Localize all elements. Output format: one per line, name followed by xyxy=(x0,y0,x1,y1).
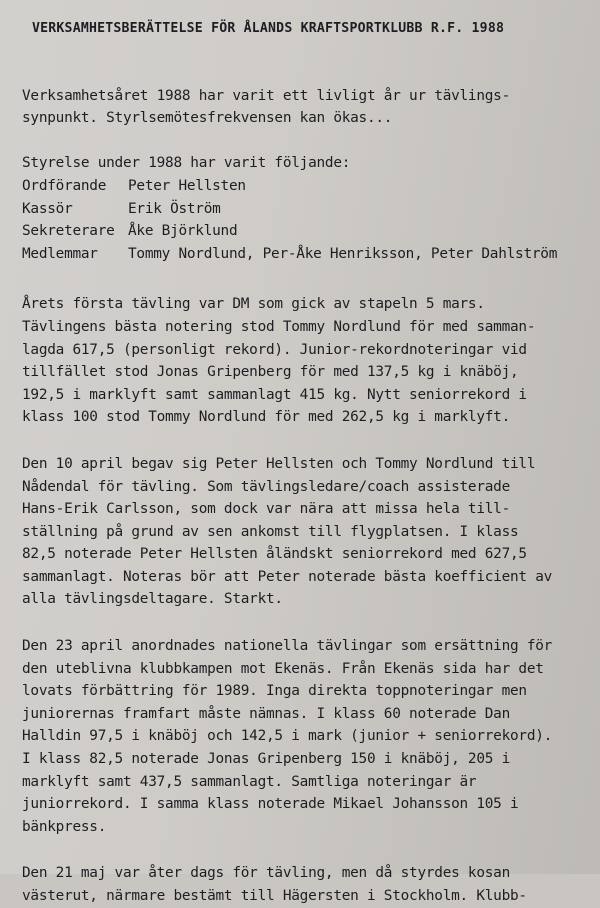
text-line: 82,5 noterade Peter Hellsten åländskt seniorrekord med 627,5 xyxy=(22,546,527,563)
paragraph-national xyxy=(22,635,594,838)
text-line: juniorernas framfart måste nämnas. I klass 60 noterade Dan xyxy=(22,705,511,722)
paragraph-hagersten xyxy=(22,862,594,907)
document-body xyxy=(22,18,594,908)
text-line: marklyft samt 437,5 sammanlagt. Samtliga noteringar är xyxy=(22,773,477,790)
text-line: Tävlingens bästa notering stod Tommy Nordlund för med samman- xyxy=(22,318,536,335)
text-line: Halldin 97,5 i knäböj och 142,5 i mark (junior + seniorrekord). xyxy=(22,728,553,745)
text-line: Nådendal för tävling. Som tävlingsledare/coach assisterade xyxy=(22,478,511,495)
text-line: Den 21 maj var åter dags för tävling, men då styrdes kosan xyxy=(22,865,511,882)
text-line: Årets första tävling var DM som gick av stapeln 5 mars. xyxy=(22,296,485,313)
paragraph-dm xyxy=(22,293,594,429)
board-name: Peter Hellsten xyxy=(128,177,246,194)
text-line: lovats förbättring för 1989. Inga direkta toppnoteringar men xyxy=(22,683,527,700)
paragraph-nadendal xyxy=(22,453,594,611)
text-line: 192,5 i marklyft samt sammanlagt 415 kg. Nytt seniorrekord i xyxy=(22,386,527,403)
text-line: den uteblivna klubbkampen mot Ekenäs. Från Ekenäs sida har det xyxy=(22,660,544,677)
text-line: alla tävlingsdeltagare. Starkt. xyxy=(22,591,283,608)
text-line: Den 23 april anordnades nationella tävlingar som ersättning för xyxy=(22,638,553,655)
text-line: västerut, närmare bestämt till Hägersten i Stockholm. Klubb- xyxy=(22,888,527,904)
text-line: sammanlagt. Noteras bör att Peter noterade bästa koefficient av xyxy=(22,568,553,585)
text-line: I klass 82,5 noterade Jonas Gripenberg 150 i knäböj, 205 i xyxy=(22,751,511,768)
text-line: Den 10 april begav sig Peter Hellsten och Tommy Nordlund till xyxy=(22,455,536,472)
board-name: Tommy Nordlund, Per-Åke Henriksson, Peter Dahlström xyxy=(128,245,558,262)
text-line: bänkpress. xyxy=(22,818,107,835)
intro-paragraph xyxy=(22,85,594,130)
text-line: klass 100 stod Tommy Nordlund för med 262,5 kg i marklyft. xyxy=(22,409,511,426)
board-name: Erik Öström xyxy=(128,200,221,217)
text-line: ställning på grund av sen ankomst till flygplatsen. I klass xyxy=(22,523,519,540)
text-line: lagda 617,5 (personligt rekord). Junior-rekordnoteringar vid xyxy=(22,341,527,358)
text-line: synpunkt. Styrlsemötesfrekvensen kan ökas... xyxy=(22,110,393,127)
board-member-row xyxy=(22,243,594,266)
board-heading: Styrelse under 1988 har varit följande: xyxy=(22,155,351,172)
text-line: Hans-Erik Carlsson, som dock var nära att missa hela till- xyxy=(22,501,511,518)
board-member-row xyxy=(22,198,594,221)
board-role: Medlemmar xyxy=(22,245,98,262)
text-line: juniorrekord. I samma klass noterade Mikael Johansson 105 i xyxy=(22,796,519,813)
board-section xyxy=(22,152,594,265)
document-title: VERKSAMHETSBERÄTTELSE FÖR ÅLANDS KRAFTSPORTKLUBB R.F. 1988 xyxy=(32,21,505,36)
board-role: Sekreterare xyxy=(22,223,115,240)
board-role: Kassör xyxy=(22,200,73,217)
board-member-row xyxy=(22,220,594,243)
board-name: Åke Björklund xyxy=(128,223,238,240)
text-line: Verksamhetsåret 1988 har varit ett livligt år ur tävlings- xyxy=(22,87,511,104)
board-member-row xyxy=(22,175,594,198)
text-line: tillfället stod Jonas Gripenberg för med 137,5 kg i knäböj, xyxy=(22,364,519,381)
board-role: Ordförande xyxy=(22,177,107,194)
